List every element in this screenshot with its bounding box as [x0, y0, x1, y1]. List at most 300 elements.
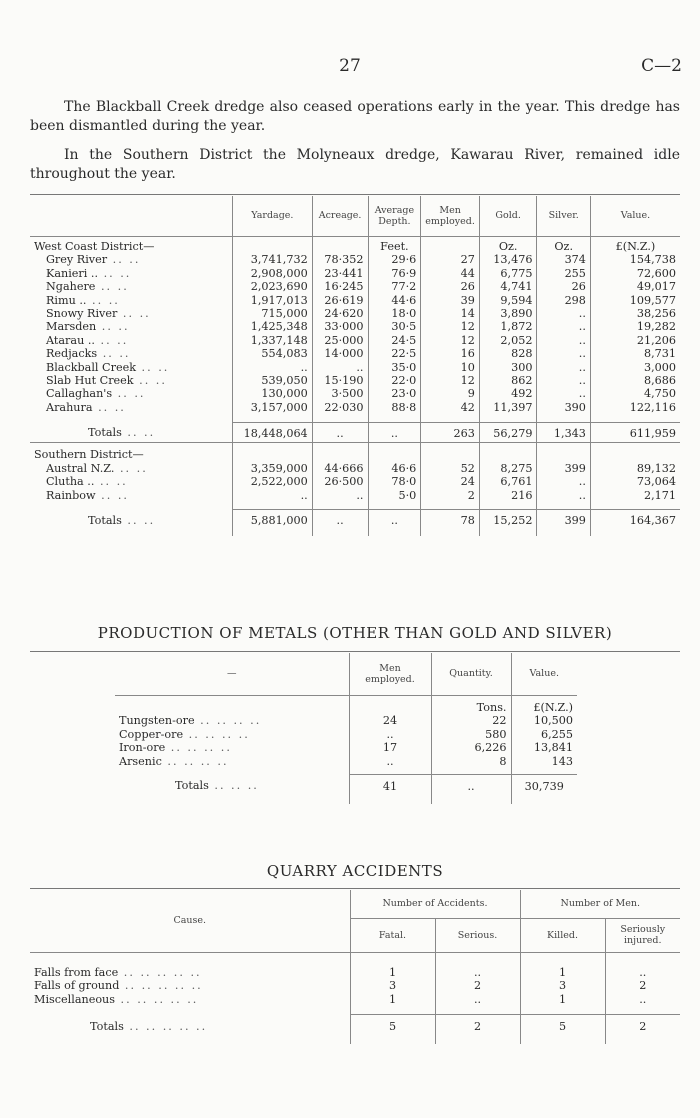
- total-silver: 1,343: [537, 422, 590, 442]
- total-yardage: 5,881,000: [232, 510, 312, 530]
- cell-value: 38,256: [590, 307, 680, 320]
- cell-depth: 78·0: [368, 475, 421, 488]
- total-yardage: 18,448,064: [232, 422, 312, 442]
- col-men-employed: Men employed.: [421, 196, 480, 236]
- table-row: [30, 489, 680, 502]
- spacer-cell: [520, 1036, 605, 1044]
- paragraph-2: In the Southern District the Molyneaux dredge, Kawarau River, remained idle throughout the year.: [30, 147, 680, 182]
- total-men: 78: [421, 510, 480, 530]
- dredge-header-row: [30, 196, 680, 236]
- quarry-col-accidents: Number of Accidents.: [350, 890, 520, 918]
- cell-value: 49,017: [590, 280, 680, 293]
- cell-value: 4,750: [590, 387, 680, 400]
- cell-yardage: 2,023,690: [232, 280, 312, 293]
- cell-value: 10,500: [511, 714, 577, 727]
- cell-fatal: 1: [350, 993, 435, 1006]
- cell-gold: 4,741: [479, 280, 537, 293]
- cell-men: 12: [421, 320, 480, 333]
- cell-acreage: 24·620: [312, 307, 368, 320]
- leader-dots: .. ..: [94, 333, 129, 347]
- cell-yardage: 3,157,000: [232, 401, 312, 414]
- row-name: Kanieri ..: [46, 266, 99, 280]
- table-row: [30, 966, 680, 979]
- spacer-cell: [590, 502, 680, 510]
- spacer-cell: [30, 502, 232, 510]
- unit-cell: [537, 448, 590, 461]
- spacer-cell: [350, 1036, 435, 1044]
- cell-value: 8,686: [590, 374, 680, 387]
- cell-acreage: 3·500: [312, 387, 368, 400]
- cell-men: 24: [349, 714, 431, 727]
- cell-value: 109,577: [590, 294, 680, 307]
- cell-value: 8,731: [590, 347, 680, 360]
- cell-serious: ..: [435, 966, 520, 979]
- cell-men: 16: [421, 347, 480, 360]
- row-name: Miscellaneous: [34, 992, 115, 1006]
- cell-gold: 300: [479, 361, 537, 374]
- spacer-cell: [421, 530, 480, 536]
- leader-dots: .. ..: [114, 461, 148, 475]
- spacer-cell: [479, 502, 537, 510]
- spacer-cell: [368, 414, 421, 422]
- leader-dots: .. ..: [136, 360, 170, 374]
- totals-text: Totals: [88, 426, 122, 440]
- cell-depth: 76·9: [368, 267, 421, 280]
- row-name: Grey River: [46, 253, 108, 267]
- col-acreage: Acreage.: [312, 196, 368, 236]
- totals-row: [30, 1014, 680, 1036]
- leader-dots: .. ..: [96, 320, 130, 334]
- cell-injured: ..: [605, 966, 680, 979]
- row-label: [30, 334, 232, 347]
- spacer-row: [30, 1036, 680, 1044]
- row-label: [30, 387, 232, 400]
- cell-quantity: 22: [431, 714, 511, 727]
- cell-acreage: 25·000: [312, 334, 368, 347]
- cell-value: 72,600: [590, 267, 680, 280]
- cell-men: 44: [421, 267, 480, 280]
- row-label: [30, 361, 232, 374]
- cell-silver: 399: [537, 462, 590, 475]
- spacer-cell: [605, 952, 680, 966]
- totals-label: [30, 1014, 350, 1036]
- section-code: C—2: [641, 56, 682, 76]
- cell-yardage: 554,083: [232, 347, 312, 360]
- cell-depth: 5·0: [368, 489, 421, 502]
- cell-yardage: ..: [232, 489, 312, 502]
- table-row: [30, 361, 680, 374]
- cell-silver: 26: [537, 280, 590, 293]
- cell-men: 52: [421, 462, 480, 475]
- leader-dots: .. ..: [92, 400, 126, 414]
- metals-col-blank: —: [227, 668, 237, 680]
- leader-dots: .. ..: [97, 347, 131, 361]
- cell-men: 24: [421, 475, 480, 488]
- row-label: [30, 280, 232, 293]
- cell-men: 12: [421, 374, 480, 387]
- totals-text: Totals: [88, 514, 122, 528]
- row-name: Falls from face: [34, 966, 119, 979]
- row-name: Tungsten-ore: [119, 714, 195, 728]
- row-name: Iron-ore: [119, 741, 166, 755]
- cell-men: 17: [349, 741, 431, 754]
- total-depth: ..: [368, 422, 421, 442]
- metals-header-row: [115, 653, 577, 695]
- leader-dots: .. .. .. ..: [161, 754, 229, 768]
- cell-gold: 8,275: [479, 462, 537, 475]
- spacer-row: [30, 530, 680, 536]
- spacer-cell: [537, 502, 590, 510]
- cell-quantity: 8: [431, 755, 511, 768]
- leader-dots: .. .. .. ..: [183, 727, 250, 741]
- cell-gold: 1,872: [479, 320, 537, 333]
- spacer-cell: [479, 414, 537, 422]
- cell-silver: 298: [537, 294, 590, 307]
- total-men: 263: [421, 422, 480, 442]
- row-label: [115, 741, 349, 754]
- cell-value: 13,841: [511, 741, 577, 754]
- row-label: [30, 475, 232, 488]
- cell-serious: 2: [435, 979, 520, 992]
- unit-cell: [232, 448, 312, 461]
- cell-acreage: 14·000: [312, 347, 368, 360]
- total-depth: ..: [368, 510, 421, 530]
- unit-cell: [312, 240, 368, 253]
- leader-dots: .. ..: [112, 387, 146, 401]
- total-quantity: ..: [431, 774, 511, 796]
- spacer-cell: [115, 796, 349, 804]
- quarry-col-killed: Killed.: [520, 918, 605, 952]
- row-label: [30, 966, 350, 979]
- spacer-cell: [368, 530, 421, 536]
- spacer-cell: [30, 1006, 350, 1014]
- leader-dots: .. .. ..: [208, 779, 259, 793]
- spacer-cell: [312, 414, 368, 422]
- spacer-cell: [349, 796, 431, 804]
- cell-silver: ..: [537, 347, 590, 360]
- row-label: [30, 347, 232, 360]
- row-label: [30, 462, 232, 475]
- cell-men: 39: [421, 294, 480, 307]
- cell-yardage: ..: [232, 361, 312, 374]
- leader-dots: .. ..: [121, 514, 156, 528]
- row-label: [30, 267, 232, 280]
- quarry-col-serious: Serious.: [435, 918, 520, 952]
- cell-yardage: 1,337,148: [232, 334, 312, 347]
- cell-fatal: 1: [350, 966, 435, 979]
- cell-depth: 23·0: [368, 387, 421, 400]
- spacer-cell: [537, 414, 590, 422]
- spacer-cell: [520, 952, 605, 966]
- totals-row: [30, 510, 680, 530]
- cell-acreage: 15·190: [312, 374, 368, 387]
- table-row: [30, 387, 680, 400]
- table-row: [30, 253, 680, 266]
- cell-acreage: 26·500: [312, 475, 368, 488]
- cell-injured: ..: [605, 993, 680, 1006]
- spacer-cell: [350, 1006, 435, 1014]
- cell-yardage: 1,917,013: [232, 294, 312, 307]
- spacer-cell: [435, 1036, 520, 1044]
- cell-men: ..: [349, 755, 431, 768]
- cell-yardage: 130,000: [232, 387, 312, 400]
- spacer-cell: [479, 530, 537, 536]
- spacer-row: [30, 414, 680, 422]
- cell-yardage: 2,908,000: [232, 267, 312, 280]
- row-name: Blackball Creek: [46, 360, 136, 374]
- row-name: Redjacks: [46, 347, 98, 361]
- cell-silver: ..: [537, 334, 590, 347]
- spacer-cell: [30, 530, 232, 536]
- totals-label: [115, 774, 349, 796]
- row-label: [30, 294, 232, 307]
- table-row: [115, 728, 577, 741]
- row-label: [115, 728, 349, 741]
- cell-value: 2,171: [590, 489, 680, 502]
- table-row: [30, 993, 680, 1006]
- leader-dots: .. .. .. .. ..: [123, 1019, 208, 1033]
- unit-cell: £(N.Z.): [590, 240, 680, 253]
- table-row: [30, 307, 680, 320]
- leader-dots: .. ..: [95, 280, 129, 294]
- cell-men: 26: [421, 280, 480, 293]
- cell-depth: 88·8: [368, 401, 421, 414]
- cell-men: 14: [421, 307, 480, 320]
- cell-gold: 3,890: [479, 307, 537, 320]
- cell-gold: 13,476: [479, 253, 537, 266]
- cell-killed: 1: [520, 966, 605, 979]
- cell-acreage: ..: [312, 361, 368, 374]
- cell-value: 122,116: [590, 401, 680, 414]
- cell-quantity: 580: [431, 728, 511, 741]
- cell-silver: ..: [537, 374, 590, 387]
- quarry-col-seriously-injured: Seriously injured.: [605, 918, 680, 952]
- spacer-row: [115, 796, 577, 804]
- row-name: Arahura: [46, 400, 93, 414]
- spacer-cell: [431, 796, 511, 804]
- total-serious: 2: [435, 1014, 520, 1036]
- leader-dots: .. .. .. ..: [194, 714, 262, 728]
- metals-col-value: Value.: [511, 653, 577, 695]
- district-heading-row: [30, 240, 680, 253]
- unit-cell: [590, 448, 680, 461]
- cell-depth: 77·2: [368, 280, 421, 293]
- row-name: Austral N.Z.: [46, 461, 115, 475]
- cell-yardage: 3,741,732: [232, 253, 312, 266]
- table-row: [30, 280, 680, 293]
- cell-gold: 2,052: [479, 334, 537, 347]
- cell-depth: 22·5: [368, 347, 421, 360]
- leader-dots: .. ..: [107, 253, 141, 267]
- quarry-title: QUARRY ACCIDENTS: [266, 862, 444, 880]
- cell-acreage: 33·000: [312, 320, 368, 333]
- district-name: West Coast District—: [34, 240, 155, 253]
- total-gold: 56,279: [479, 422, 537, 442]
- cell-yardage: 539,050: [232, 374, 312, 387]
- row-name: Rimu ..: [46, 293, 87, 307]
- row-name: Slab Hut Creek: [46, 374, 134, 388]
- total-value: 30,739: [511, 774, 577, 796]
- cell-depth: 18·0: [368, 307, 421, 320]
- spacer-cell: [312, 530, 368, 536]
- total-silver: 399: [537, 510, 590, 530]
- row-label: [30, 489, 232, 502]
- leader-dots: .. ..: [95, 488, 129, 502]
- unit-cell: Oz.: [537, 240, 590, 253]
- cell-fatal: 3: [350, 979, 435, 992]
- table-row: [30, 347, 680, 360]
- spacer-cell: [435, 952, 520, 966]
- spacer-cell: [312, 502, 368, 510]
- leader-dots: .. ..: [98, 266, 132, 280]
- cell-men: 12: [421, 334, 480, 347]
- table-row: [30, 334, 680, 347]
- totals-text: Totals: [175, 779, 209, 793]
- cell-yardage: 1,425,348: [232, 320, 312, 333]
- cell-depth: 29·6: [368, 253, 421, 266]
- metals-table: [115, 653, 577, 804]
- unit-cell: [312, 448, 368, 461]
- unit-cell: [421, 448, 480, 461]
- cell-acreage: 44·666: [312, 462, 368, 475]
- cell-acreage: 23·441: [312, 267, 368, 280]
- cell-value: 89,132: [590, 462, 680, 475]
- row-name: Rainbow: [46, 488, 96, 502]
- leader-dots: .. .. .. .. ..: [119, 979, 203, 993]
- row-name: Clutha ..: [46, 475, 95, 489]
- totals-label: [30, 510, 232, 530]
- district-heading-row: [30, 448, 680, 461]
- dredge-returns-table: [30, 196, 680, 536]
- leader-dots: .. .. .. .. ..: [118, 966, 202, 979]
- leader-dots: .. ..: [133, 374, 167, 388]
- row-name: Snowy River: [46, 307, 118, 321]
- cell-silver: ..: [537, 489, 590, 502]
- cell-silver: 374: [537, 253, 590, 266]
- spacer-cell: [30, 414, 232, 422]
- row-label: [30, 320, 232, 333]
- cell-silver: 390: [537, 401, 590, 414]
- cell-men: 10: [421, 361, 480, 374]
- cell-gold: 11,397: [479, 401, 537, 414]
- table-row: [115, 714, 577, 727]
- cell-silver: ..: [537, 475, 590, 488]
- spacer-cell: [511, 796, 577, 804]
- cell-value: 6,255: [511, 728, 577, 741]
- cell-value: 3,000: [590, 361, 680, 374]
- cell-depth: 46·6: [368, 462, 421, 475]
- district-name: Southern District—: [34, 448, 144, 462]
- quarry-col-cause: Cause.: [173, 915, 207, 927]
- total-value: 164,367: [590, 510, 680, 530]
- cell-serious: ..: [435, 993, 520, 1006]
- total-value: 611,959: [590, 422, 680, 442]
- row-label: [30, 253, 232, 266]
- total-men: 41: [349, 774, 431, 796]
- total-gold: 15,252: [479, 510, 537, 530]
- cell-silver: ..: [537, 387, 590, 400]
- table-row: [30, 462, 680, 475]
- row-label: [30, 993, 350, 1006]
- cell-value: 143: [511, 755, 577, 768]
- spacer-cell: [520, 1006, 605, 1014]
- row-name: Arsenic: [119, 754, 162, 768]
- cell-acreage: ..: [312, 489, 368, 502]
- spacer-cell: [605, 1006, 680, 1014]
- cell-silver: 255: [537, 267, 590, 280]
- cell-gold: 216: [479, 489, 537, 502]
- spacer-cell: [232, 414, 312, 422]
- quarry-accidents-table: [30, 890, 680, 1044]
- metals-col-quantity: Quantity.: [431, 653, 511, 695]
- cell-acreage: 26·619: [312, 294, 368, 307]
- spacer-row: [30, 502, 680, 510]
- table-row: [30, 294, 680, 307]
- spacer-cell: [421, 414, 480, 422]
- leader-dots: .. ..: [86, 293, 120, 307]
- leader-dots: .. ..: [94, 475, 128, 489]
- total-acreage: ..: [312, 422, 368, 442]
- row-name: Atarau ..: [46, 333, 95, 347]
- quarry-col-fatal: Fatal.: [350, 918, 435, 952]
- quarry-col-men: Number of Men.: [520, 890, 680, 918]
- row-label: [115, 714, 349, 727]
- cell-men: 2: [421, 489, 480, 502]
- cell-depth: 24·5: [368, 334, 421, 347]
- table-row: [30, 374, 680, 387]
- total-killed: 5: [520, 1014, 605, 1036]
- spacer-cell: [590, 414, 680, 422]
- cell-depth: 22·0: [368, 374, 421, 387]
- col-average-depth: Average Depth.: [368, 196, 421, 236]
- cell-acreage: 22·030: [312, 401, 368, 414]
- cell-value: 21,206: [590, 334, 680, 347]
- table-row: [30, 475, 680, 488]
- spacer-cell: [605, 1036, 680, 1044]
- totals-text: Totals: [90, 1019, 124, 1033]
- unit-value: £(N.Z.): [511, 701, 577, 714]
- cell-acreage: 16·245: [312, 280, 368, 293]
- spacer-cell: [350, 952, 435, 966]
- col-gold: Gold.: [479, 196, 537, 236]
- row-name: Copper-ore: [119, 727, 184, 741]
- table-row: [30, 979, 680, 992]
- page-number: 27: [339, 56, 361, 76]
- cell-value: 154,738: [590, 253, 680, 266]
- row-name: Marsden: [46, 320, 97, 334]
- row-label: [30, 307, 232, 320]
- col-silver: Silver.: [537, 196, 590, 236]
- spacer-cell: [30, 952, 350, 966]
- cell-men: ..: [349, 728, 431, 741]
- cell-acreage: 78·352: [312, 253, 368, 266]
- cell-gold: 6,761: [479, 475, 537, 488]
- cell-quantity: 6,226: [431, 741, 511, 754]
- units-row: [115, 701, 577, 714]
- unit-cell: [421, 240, 480, 253]
- spacer-row: [30, 952, 680, 966]
- row-label: [30, 979, 350, 992]
- cell-killed: 3: [520, 979, 605, 992]
- metals-col-men: Men employed.: [349, 653, 431, 695]
- unit-cell: Oz.: [479, 240, 537, 253]
- row-name: Callaghan's: [46, 387, 113, 401]
- unit-quantity: Tons.: [431, 701, 511, 714]
- cell-yardage: 2,522,000: [232, 475, 312, 488]
- totals-row: [30, 422, 680, 442]
- cell-men: 42: [421, 401, 480, 414]
- spacer-cell: [232, 502, 312, 510]
